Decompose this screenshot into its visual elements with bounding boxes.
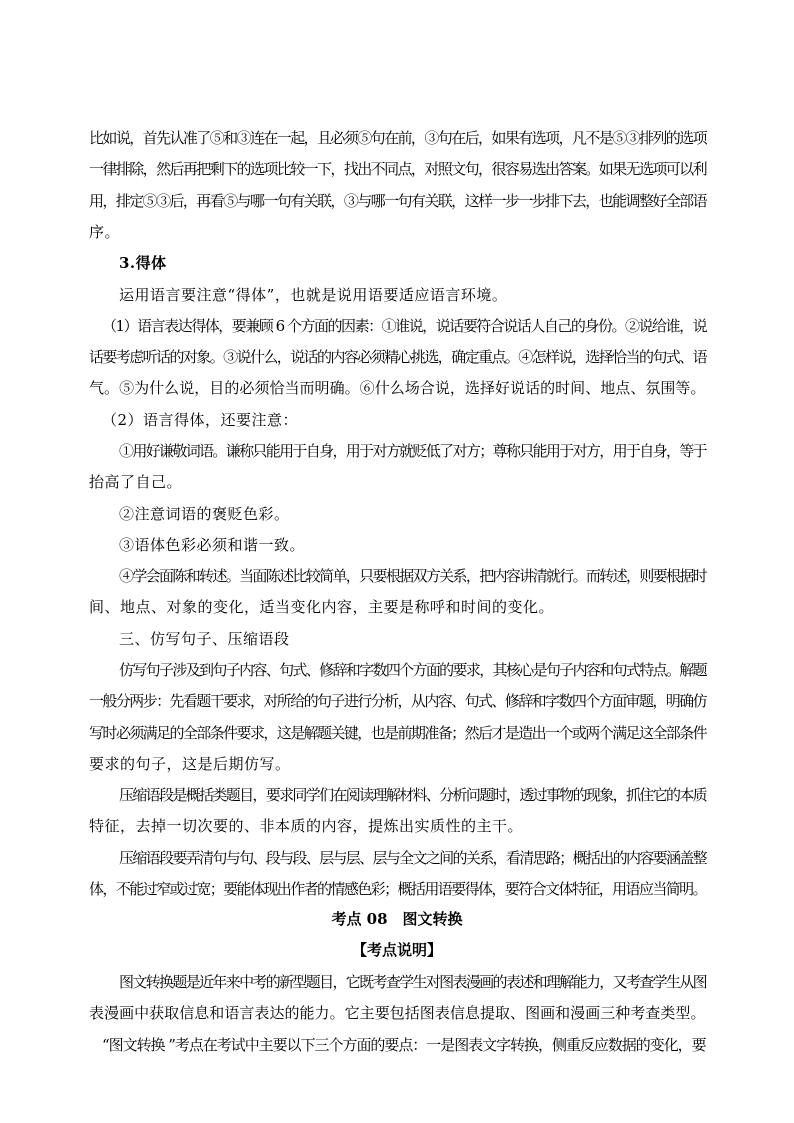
paragraph-line: 用，排定⑤③后，再看⑤与哪一句有关联，③与哪一句有关联，这样一步一步排下去，也能调整好全部语 [89, 192, 707, 210]
paragraph-line: （2）语言得体，还要注意： [102, 411, 299, 429]
paragraph-line: 压缩语段是概括类题目，要求同学们在阅读理解材料、分析问题时，透过事物的现象，抓住它的本质 [119, 786, 707, 804]
paragraph-line: 比如说，首先认准了⑤和③连在一起，且必须⑤句在前，③句在后，如果有选项，凡不是⑤③排列的选项 [89, 129, 707, 147]
paragraph-line: 抬高了自己。 [89, 473, 183, 491]
paragraph-line: 一律排除，然后再把剩下的选项比较一下，找出不同点，对照文句，很容易选出答案。如果无选项可以利 [89, 160, 707, 178]
paragraph-line: 话要考虑听话的对象。③说什么，说话的内容必须精心挑选，确定重点。④怎样说，选择恰当的句式、语 [89, 348, 707, 366]
paragraph-line: 一般分两步：先看题干要求，对所给的句子进行分析，从内容、句式、修辞和字数四个方面审题，明确仿 [89, 692, 707, 710]
paragraph-line: ③语体色彩必须和谐一致。 [119, 536, 306, 554]
topic-heading: 考点 08 图文转换 [331, 910, 463, 928]
paragraph-line: 特征，去掉一切次要的、非本质的内容，提炼出实质性的主干。 [89, 817, 524, 835]
paragraph-line: 图文转换题是近年来中考的新型题目，它既考查学生对图表漫画的表述和理解能力，又考查学生从图 [119, 973, 707, 991]
paragraph-line: 气。⑤为什么说，目的必须恰当而明确。⑥什么场合说，选择好说话的时间、地点、氛围等。 [89, 379, 706, 397]
paragraph-line: 表漫画中获取信息和语言表达的能力。它主要包括图表信息提取、图画和漫画三种考查类型。 [89, 1004, 706, 1022]
paragraph-line: 间、地点、对象的变化，适当变化内容，主要是称呼和时间的变化。 [89, 598, 555, 616]
section-heading: 3.得体 [119, 254, 167, 272]
paragraph-line: 写时必须满足的全部条件要求，这是解题关键，也是前期准备；然后才是造出一个或两个满足这全部条件 [89, 724, 707, 742]
paragraph-line: “图文转换 ”考点在考试中主要以下三个方面的要点：一是图表文字转换，侧重反应数据的变化，要 [102, 1036, 706, 1054]
paragraph-line: （1）语言表达得体，要兼顾 6 个方面的因素：①谁说，说话要符合说话人自己的身份。②说给谁，说 [102, 317, 707, 335]
paragraph-line: 序。 [89, 223, 121, 241]
paragraph-line: ④学会面陈和转述。当面陈述比较简单，只要根据双方关系，把内容讲清就行。而转述，则要根据时 [119, 567, 707, 585]
paragraph-line: 体，不能过窄或过宽；要能体现出作者的情感色彩；概括用语要得体，要符合文体特征，用语应当简明。 [89, 880, 707, 898]
section-heading: 三、仿写句子、压缩语段 [119, 630, 290, 648]
paragraph-line: 运用语言要注意“得体”，也就是说用语要适应语言环境。 [119, 286, 508, 304]
paragraph-line: ②注意词语的褒贬色彩。 [119, 505, 290, 523]
topic-subheading: 【考点说明】 [351, 941, 442, 959]
paragraph-line: 压缩语段要弄清句与句、段与段、层与层、层与全文之间的关系，看清思路；概括出的内容要涵盖整 [119, 849, 707, 867]
paragraph-line: ①用好谦敬词语。谦称只能用于自身，用于对方就贬低了对方；尊称只能用于对方，用于自身，等于 [119, 442, 707, 460]
paragraph-line: 仿写句子涉及到句子内容、句式、修辞和字数四个方面的要求，其核心是句子内容和句式特点。解题 [119, 661, 707, 679]
paragraph-line: 要求的句子，这是后期仿写。 [89, 755, 291, 773]
